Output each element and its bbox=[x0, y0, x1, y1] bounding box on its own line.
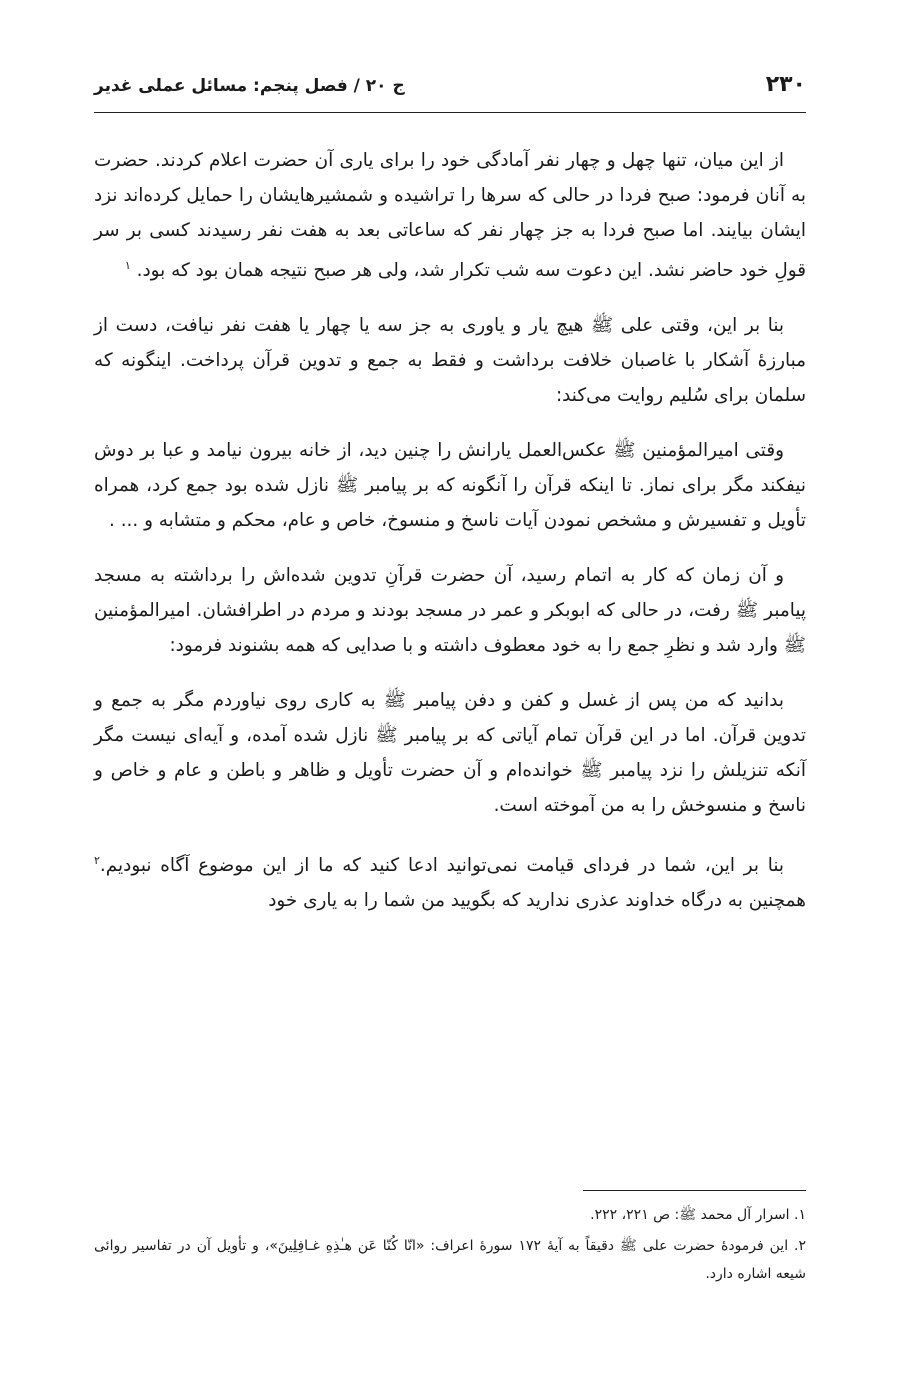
footnote-ref[interactable]: ۱ bbox=[124, 259, 131, 272]
running-title: ج ۲۰ / فصل پنجم: مسائل عملی غدیر bbox=[94, 76, 405, 96]
footnote-ref[interactable]: ۲ bbox=[94, 854, 100, 868]
footnote: ۱. اسرار آل محمد ﷺ: ص ۲۲۱، ۲۲۲. bbox=[590, 1207, 806, 1223]
footnote-divider bbox=[583, 1190, 806, 1191]
footnotes bbox=[94, 1201, 806, 1291]
paragraph: بدانید که من پس از غسل و کفن و دفن پیامبر ﷺ به کاری روی نیاوردم مگر به جمع و تدوین قرآن. اما در این قرآن تمام آیاتی که بر پیامبر ﷺ نازل شده آمده، و آیه‌ای نیست مگر آنکه تنزیلش را نزد پیامبر ﷺ خوانده‌ام و آن حضرت تأویل و ظاهر و باطن و عام و خاص و ناسخ و منسوخش را به من آموخته است. bbox=[94, 690, 806, 817]
main-text bbox=[94, 143, 806, 938]
footnote: ۲. این فرمودهٔ حضرت علی ﷺ دقیقاً به آیهٔ ۱۷۲ سورهٔ اعراف: «انّا كُنّا عَن هـٰذِهِ غـافِلِينَ»، و تأویل آن در تفاسیر روائی شیعه اشاره دارد. bbox=[94, 1238, 807, 1282]
paragraph: وقتی امیرالمؤمنین ﷺ عکس‌العمل یارانش را چنین دید، از خانه بیرون نیامد و عبا بر دوش نیفکند مگر برای نماز. تا اینکه قرآن را آنگونه که بر پیامبر ﷺ نازل شده بود جمع کرد، همراه تأویل و تفسیرش و مشخص نمودن آیات ناسخ و منسوخ، خاص و عام، محکم و متشابه و ... . bbox=[94, 440, 806, 532]
page-number: ۲۳۰ bbox=[765, 72, 806, 97]
paragraph: و آن زمان که کار به اتمام رسید، آن حضرت قرآنِ تدوین شده‌اش را برداشته به مسجد پیامبر ﷺ رفت، در حالی که ابوبکر و عمر در مسجد بودند و مردم در اطرافشان. امیرالمؤمنین ﷺ وارد شد و نظرِ جمع را به خود معطوف داشته و با صدایی که همه بشنوند فرمود: bbox=[94, 565, 806, 657]
paragraph: بنا بر این، شما در فردای قیامت نمی‌توانید ادعا کنید که ما از این موضوع آگاه نبودیم.$^۲$ همچنین به درگاه خداوند عذری ندارید که بگویید من شما را به یاری خود bbox=[94, 854, 806, 912]
page-header bbox=[94, 68, 806, 113]
paragraph: بنا بر این، وقتی علی ﷺ هیچ یار و یاوری به جز سه یا چهار یا هفت نفر نیافت، دست از مبارزهٔ آشکار با غاصبان خلافت برداشت و فقط به جمع و تدوین قرآن پرداخت. اینگونه که سلمان برای سُلیم روایت می‌کند: bbox=[94, 315, 806, 407]
paragraph: از این میان، تنها چهل و چهار نفر آمادگی خود را برای یاری آن حضرت اعلام کردند. حضرت به آنان فرمود: صبح فردا در حالی که سرها را تراشیده و شمشیرهایشان را حمایل کرده‌اند نزد ایشان بیایند. اما صبح فردا به جز چهار نفر که ساعاتی بعد به هفت نفر رسیدند کسی بر سر قولِ خود حاضر نشد. این دعوت سه شب تکرار شد، ولی هر صبح نتیجه همان بود که بود. $^۱$ bbox=[94, 150, 806, 282]
